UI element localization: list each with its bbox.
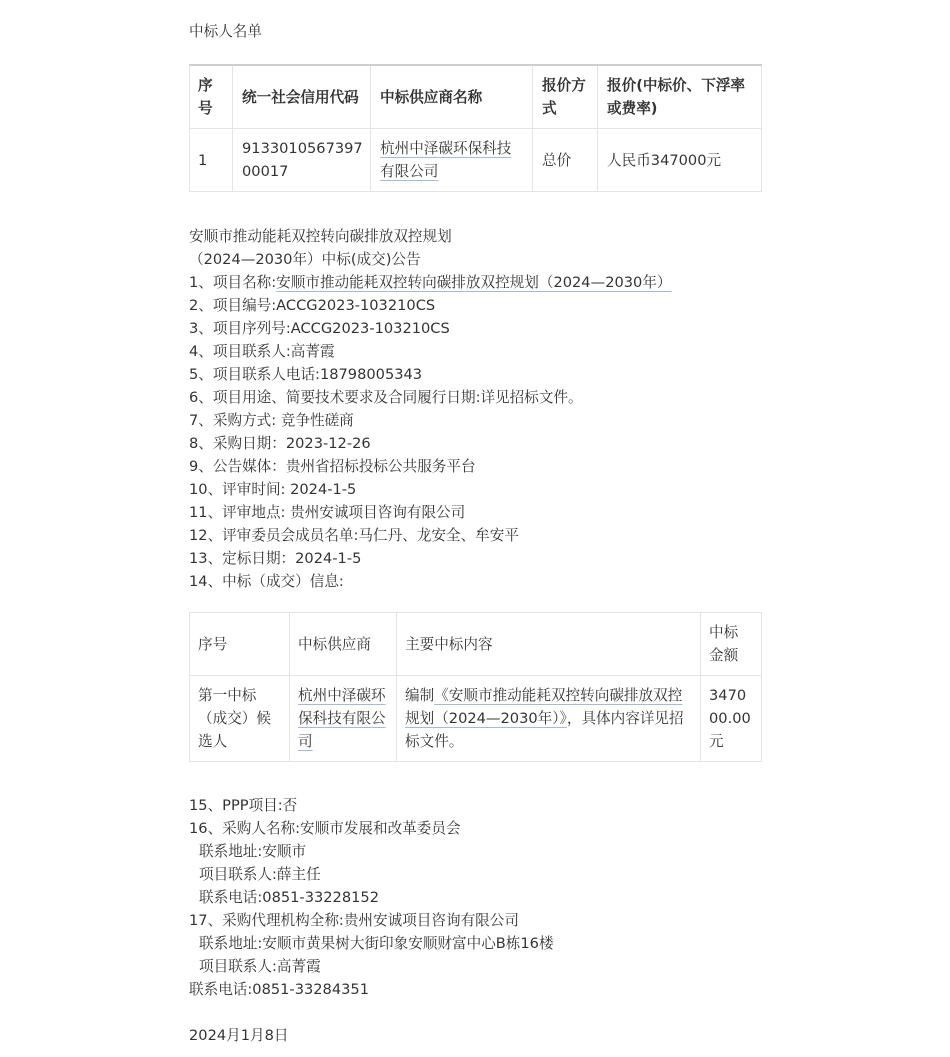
spacer	[189, 1001, 761, 1024]
header-serial: 序号	[190, 65, 233, 129]
item-procurement-date: 8、采购日期：2023-12-26	[189, 435, 371, 452]
cell-supplier	[290, 676, 397, 762]
project-title-link[interactable]: 《安顺市推动能耗双控转向碳排放双控规划（2024—2030年）》	[405, 687, 683, 727]
item-review-time: 10、评审时间: 2024-1-5	[189, 481, 357, 498]
winner-list-title: 中标人名单	[189, 23, 262, 40]
cell-quote: 人民币347000元	[598, 129, 762, 192]
item-purchaser-name: 16、采购人名称:安顺市发展和改革委员会	[189, 820, 461, 837]
item-agency-name: 17、采购代理机构全称:贵州安诚项目咨询有限公司	[189, 912, 519, 929]
announcement-details	[189, 794, 761, 1047]
agency-contact: 项目联系人:高菁霞	[199, 958, 321, 975]
header-quote-method: 报价方式	[533, 65, 598, 129]
purchaser-phone: 联系电话:0851-33228152	[199, 889, 379, 906]
header-serial: 序号	[190, 613, 290, 676]
item-review-location: 11、评审地点: 贵州安诚项目咨询有限公司	[189, 504, 466, 521]
item-project-contact: 4、项目联系人:高菁霞	[189, 343, 335, 360]
item-project-serial: 3、项目序列号:ACCG2023-103210CS	[189, 320, 450, 337]
header-supplier: 中标供应商	[290, 613, 397, 676]
table-row	[190, 129, 762, 192]
cell-supplier	[371, 129, 533, 192]
cell-serial: 1	[190, 129, 233, 192]
project-name-link[interactable]: 安顺市推动能耗双控转向碳排放双控规划（2024—2030年）	[276, 274, 672, 291]
table-row	[190, 676, 762, 762]
item-project-name	[189, 271, 761, 294]
header-amount: 中标金额	[701, 613, 762, 676]
agency-address: 联系地址:安顺市黄果树大街印象安顺财富中心B栋16楼	[199, 935, 554, 952]
item-review-committee: 12、评审委员会成员名单:马仁丹、龙安全、牟安平	[189, 527, 519, 544]
item-project-contact-phone: 5、项目联系人电话:18798005343	[189, 366, 423, 383]
item-procurement-method: 7、采购方式: 竞争性磋商	[189, 412, 354, 429]
table-header-row	[190, 65, 762, 129]
cell-rank: 第一中标（成交）候选人	[190, 676, 290, 762]
item-publication-media: 9、公告媒体：贵州省招标投标公共服务平台	[189, 458, 476, 475]
item-project-purpose: 6、项目用途、简要技术要求及合同履行日期:详见招标文件。	[189, 389, 583, 406]
purchaser-address: 联系地址:安顺市	[199, 843, 307, 860]
item-project-name-label: 1、项目名称:	[189, 274, 277, 291]
announcement-document	[189, 20, 761, 1047]
award-info-table	[189, 612, 762, 762]
content-prefix: 编制	[405, 687, 435, 704]
header-supplier-name: 中标供应商名称	[371, 65, 533, 129]
agency-phone: 联系电话:0851-33284351	[189, 981, 369, 998]
item-award-date: 13、定标日期：2024-1-5	[189, 550, 362, 567]
header-credit-code: 统一社会信用代码	[233, 65, 371, 129]
header-main-content: 主要中标内容	[397, 613, 701, 676]
item-ppp-project: 15、PPP项目:否	[189, 797, 298, 814]
announcement-title-line-2: （2024—2030年）中标(成交)公告	[189, 251, 421, 268]
announcement-date: 2024月1月8日	[189, 1027, 289, 1044]
header-quote: 报价(中标价、下浮率或费率)	[598, 65, 762, 129]
content-suffix: ，具体内容详见招标文件。	[405, 710, 684, 750]
winner-list-table	[189, 64, 762, 192]
cell-main-content	[397, 676, 701, 762]
purchaser-contact: 项目联系人:薛主任	[199, 866, 321, 883]
announcement-body	[189, 225, 761, 593]
item-project-number: 2、项目编号:ACCG2023-103210CS	[189, 297, 436, 314]
item-award-info-heading: 14、中标（成交）信息:	[189, 573, 344, 590]
supplier-link[interactable]: 杭州中泽碳环保科技有限公司	[298, 687, 386, 750]
cell-credit-code: 913301056739700017	[233, 129, 371, 192]
announcement-title-line-1: 安顺市推动能耗双控转向碳排放双控规划	[189, 228, 452, 245]
table-header-row	[190, 613, 762, 676]
supplier-link[interactable]: 杭州中泽碳环保科技有限公司	[380, 140, 512, 180]
cell-amount: 347000.00元	[701, 676, 762, 762]
cell-quote-method: 总价	[533, 129, 598, 192]
